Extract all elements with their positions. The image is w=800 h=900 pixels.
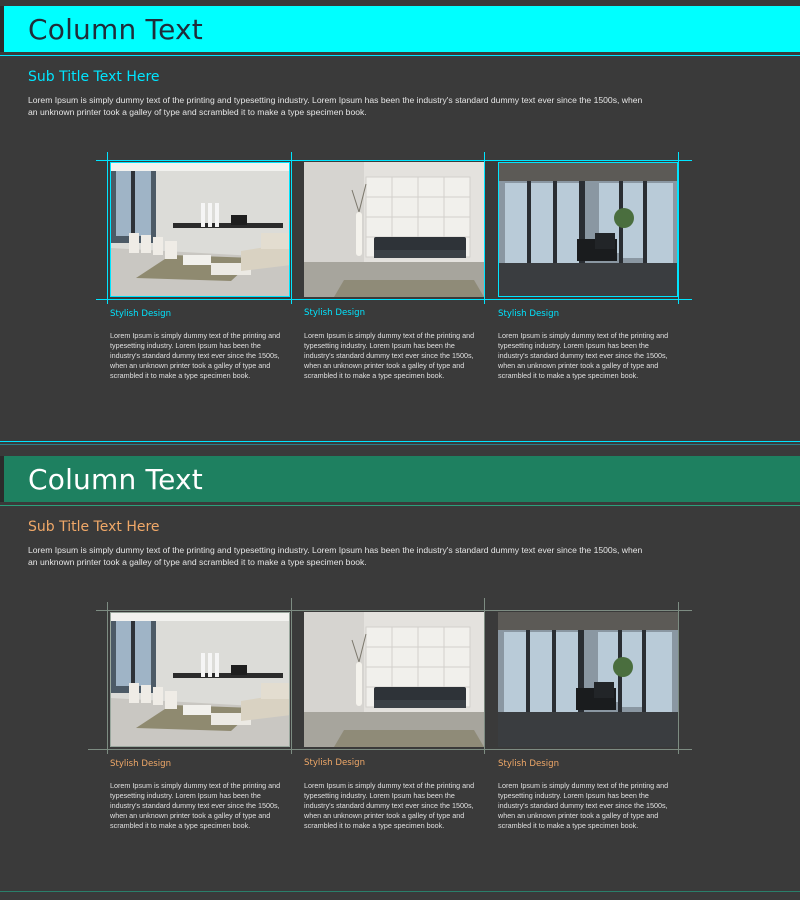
slide-subtitle: Sub Title Text Here — [28, 519, 160, 535]
guide-line-top — [96, 160, 692, 161]
column-text-1: Lorem Ipsum is simply dummy text of the printing and typesetting industry. Lorem Ipsum has been the industry's standard dummy text ever since the 1500s, when an unknown printer took a galley of type and scrambled it to make a type specimen book. — [110, 781, 281, 830]
guide-line-bottom — [96, 299, 692, 300]
guide-line-v1 — [107, 602, 108, 754]
office-window-photo — [498, 612, 678, 747]
column-text-2: Lorem Ipsum is simply dummy text of the printing and typesetting industry. Lorem Ipsum has been the industry's standard dummy text ever since the 1500s, when an unknown printer took a galley of type and scrambled it to make a type specimen book. — [304, 781, 475, 830]
guide-line-v2 — [291, 152, 292, 304]
intro-paragraph: Lorem Ipsum is simply dummy text of the printing and typesetting industry. Lorem Ipsum has been the industry's standard dummy text ever since the 1500s, when an unknown printer took a galley of type and scrambled it to make a type specimen book. — [28, 545, 643, 567]
column-text-3: Lorem Ipsum is simply dummy text of the printing and typesetting industry. Lorem Ipsum has been the industry's standard dummy text ever since the 1500s, when an unknown printer took a galley of type and scrambled it to make a type specimen book. — [498, 781, 669, 830]
column-caption-2: Stylish Design — [304, 308, 366, 318]
column-caption-3: Stylish Design — [498, 309, 560, 319]
column-text-2: Lorem Ipsum is simply dummy text of the printing and typesetting industry. Lorem Ipsum has been the industry's standard dummy text ever since the 1500s, when an unknown printer took a galley of type and scrambled it to make a type specimen book. — [304, 331, 475, 380]
slide-bottom-line-2 — [0, 444, 800, 445]
guide-line-v2 — [291, 598, 292, 754]
title-underline — [0, 55, 800, 56]
slide-bottom-line — [0, 891, 800, 892]
sofa-room-photo — [304, 612, 484, 747]
title-underline — [0, 505, 800, 506]
title-bar — [0, 6, 800, 52]
guide-line-v3 — [484, 152, 485, 304]
column-text-3: Lorem Ipsum is simply dummy text of the printing and typesetting industry. Lorem Ipsum has been the industry's standard dummy text ever since the 1500s, when an unknown printer took a galley of type and scrambled it to make a type specimen book. — [498, 331, 669, 380]
guide-line-v4 — [678, 152, 679, 304]
guide-line-v1 — [107, 152, 108, 304]
column-caption-3: Stylish Design — [498, 759, 560, 769]
guide-line-top — [96, 610, 692, 611]
guide-line-v3 — [484, 598, 485, 754]
slide-subtitle: Sub Title Text Here — [28, 69, 160, 85]
sofa-room-photo — [304, 162, 484, 297]
column-caption-1: Stylish Design — [110, 309, 172, 319]
living-room-photo — [110, 612, 290, 747]
slide-title: Column Text — [28, 13, 203, 46]
guide-line-bottom — [88, 749, 692, 750]
title-bar-edge — [0, 6, 4, 52]
slide-title: Column Text — [28, 463, 203, 496]
intro-paragraph: Lorem Ipsum is simply dummy text of the printing and typesetting industry. Lorem Ipsum has been the industry's standard dummy text ever since the 1500s, when an unknown printer took a galley of type and scrambled it to make a type specimen book. — [28, 95, 643, 117]
living-room-photo — [110, 162, 290, 297]
office-window-photo — [498, 162, 678, 297]
slide-bottom-line — [0, 441, 800, 442]
column-caption-2: Stylish Design — [304, 758, 366, 768]
title-bar-edge — [0, 456, 4, 502]
guide-line-v4 — [678, 602, 679, 754]
slide-2 — [0, 450, 800, 900]
column-caption-1: Stylish Design — [110, 759, 172, 769]
column-text-1: Lorem Ipsum is simply dummy text of the printing and typesetting industry. Lorem Ipsum has been the industry's standard dummy text ever since the 1500s, when an unknown printer took a galley of type and scrambled it to make a type specimen book. — [110, 331, 281, 380]
title-bar — [0, 456, 800, 502]
